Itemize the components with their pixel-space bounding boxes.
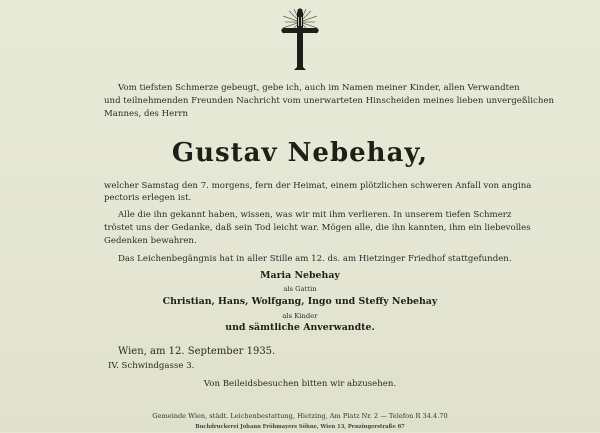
children-role: als Kinder [282, 312, 318, 320]
children-names: Christian, Hans, Wolfgang, Ingo und Steffy Nebehay [162, 296, 438, 307]
deceased-name: Gustav Nebehay, [171, 138, 429, 168]
tribute-line-1: Alle die ihn gekannt haben, wissen, was wir mit ihm verlieren. In unserem tiefen Schmerz [118, 210, 512, 220]
tribute-line-2: tröstet uns der Gedanke, daß sein Tod leicht war. Mögen alle, die ihn kannten, ihm ein liebevolles [104, 223, 531, 233]
footer-printer: Buchdruckerei Johann Fröhmayers Söhne, Wien 13, Penzingerstraße 67 [195, 424, 405, 430]
tribute-line-3: Gedenken bewahren. [104, 236, 197, 246]
footer-funeral-service: Gemeinde Wien, städt. Leichenbestattung, Hietzing, Am Platz Nr. 2 — Telefon R 34.4.70 [152, 412, 448, 420]
condolence-request: Von Beileidsbesuchen bitten wir abzusehen. [203, 379, 397, 389]
intro-line-1: Vom tiefsten Schmerze gebeugt, gebe ich, auch im Namen meiner Kinder, allen Verwandten [118, 83, 520, 93]
death-notice-line-1: welcher Samstag den 7. morgens, fern der Heimat, einem plötzlichen schweren Anfall von angina [104, 181, 532, 191]
intro-line-2: und teilnehmenden Freunden Nachricht vom unerwarteten Hinscheiden meines lieben unvergeßlichen [104, 96, 554, 106]
intro-line-3: Mannes, des Herrn [104, 109, 189, 119]
place-date: Wien, am 12. September 1935. [118, 346, 276, 357]
cross-icon [280, 8, 320, 74]
funeral-notice: Das Leichenbegängnis hat in aller Stille am 12. ds. am Hietzinger Friedhof stattgefunden. [118, 254, 512, 264]
widow-role: als Gattin [283, 285, 317, 293]
death-notice-line-2: pectoris erlegen ist. [104, 193, 192, 203]
address: IV. Schwindgasse 3. [108, 361, 195, 371]
widow-name: Maria Nebehay [260, 270, 340, 281]
relatives: und sämtliche Anverwandte. [225, 322, 375, 333]
